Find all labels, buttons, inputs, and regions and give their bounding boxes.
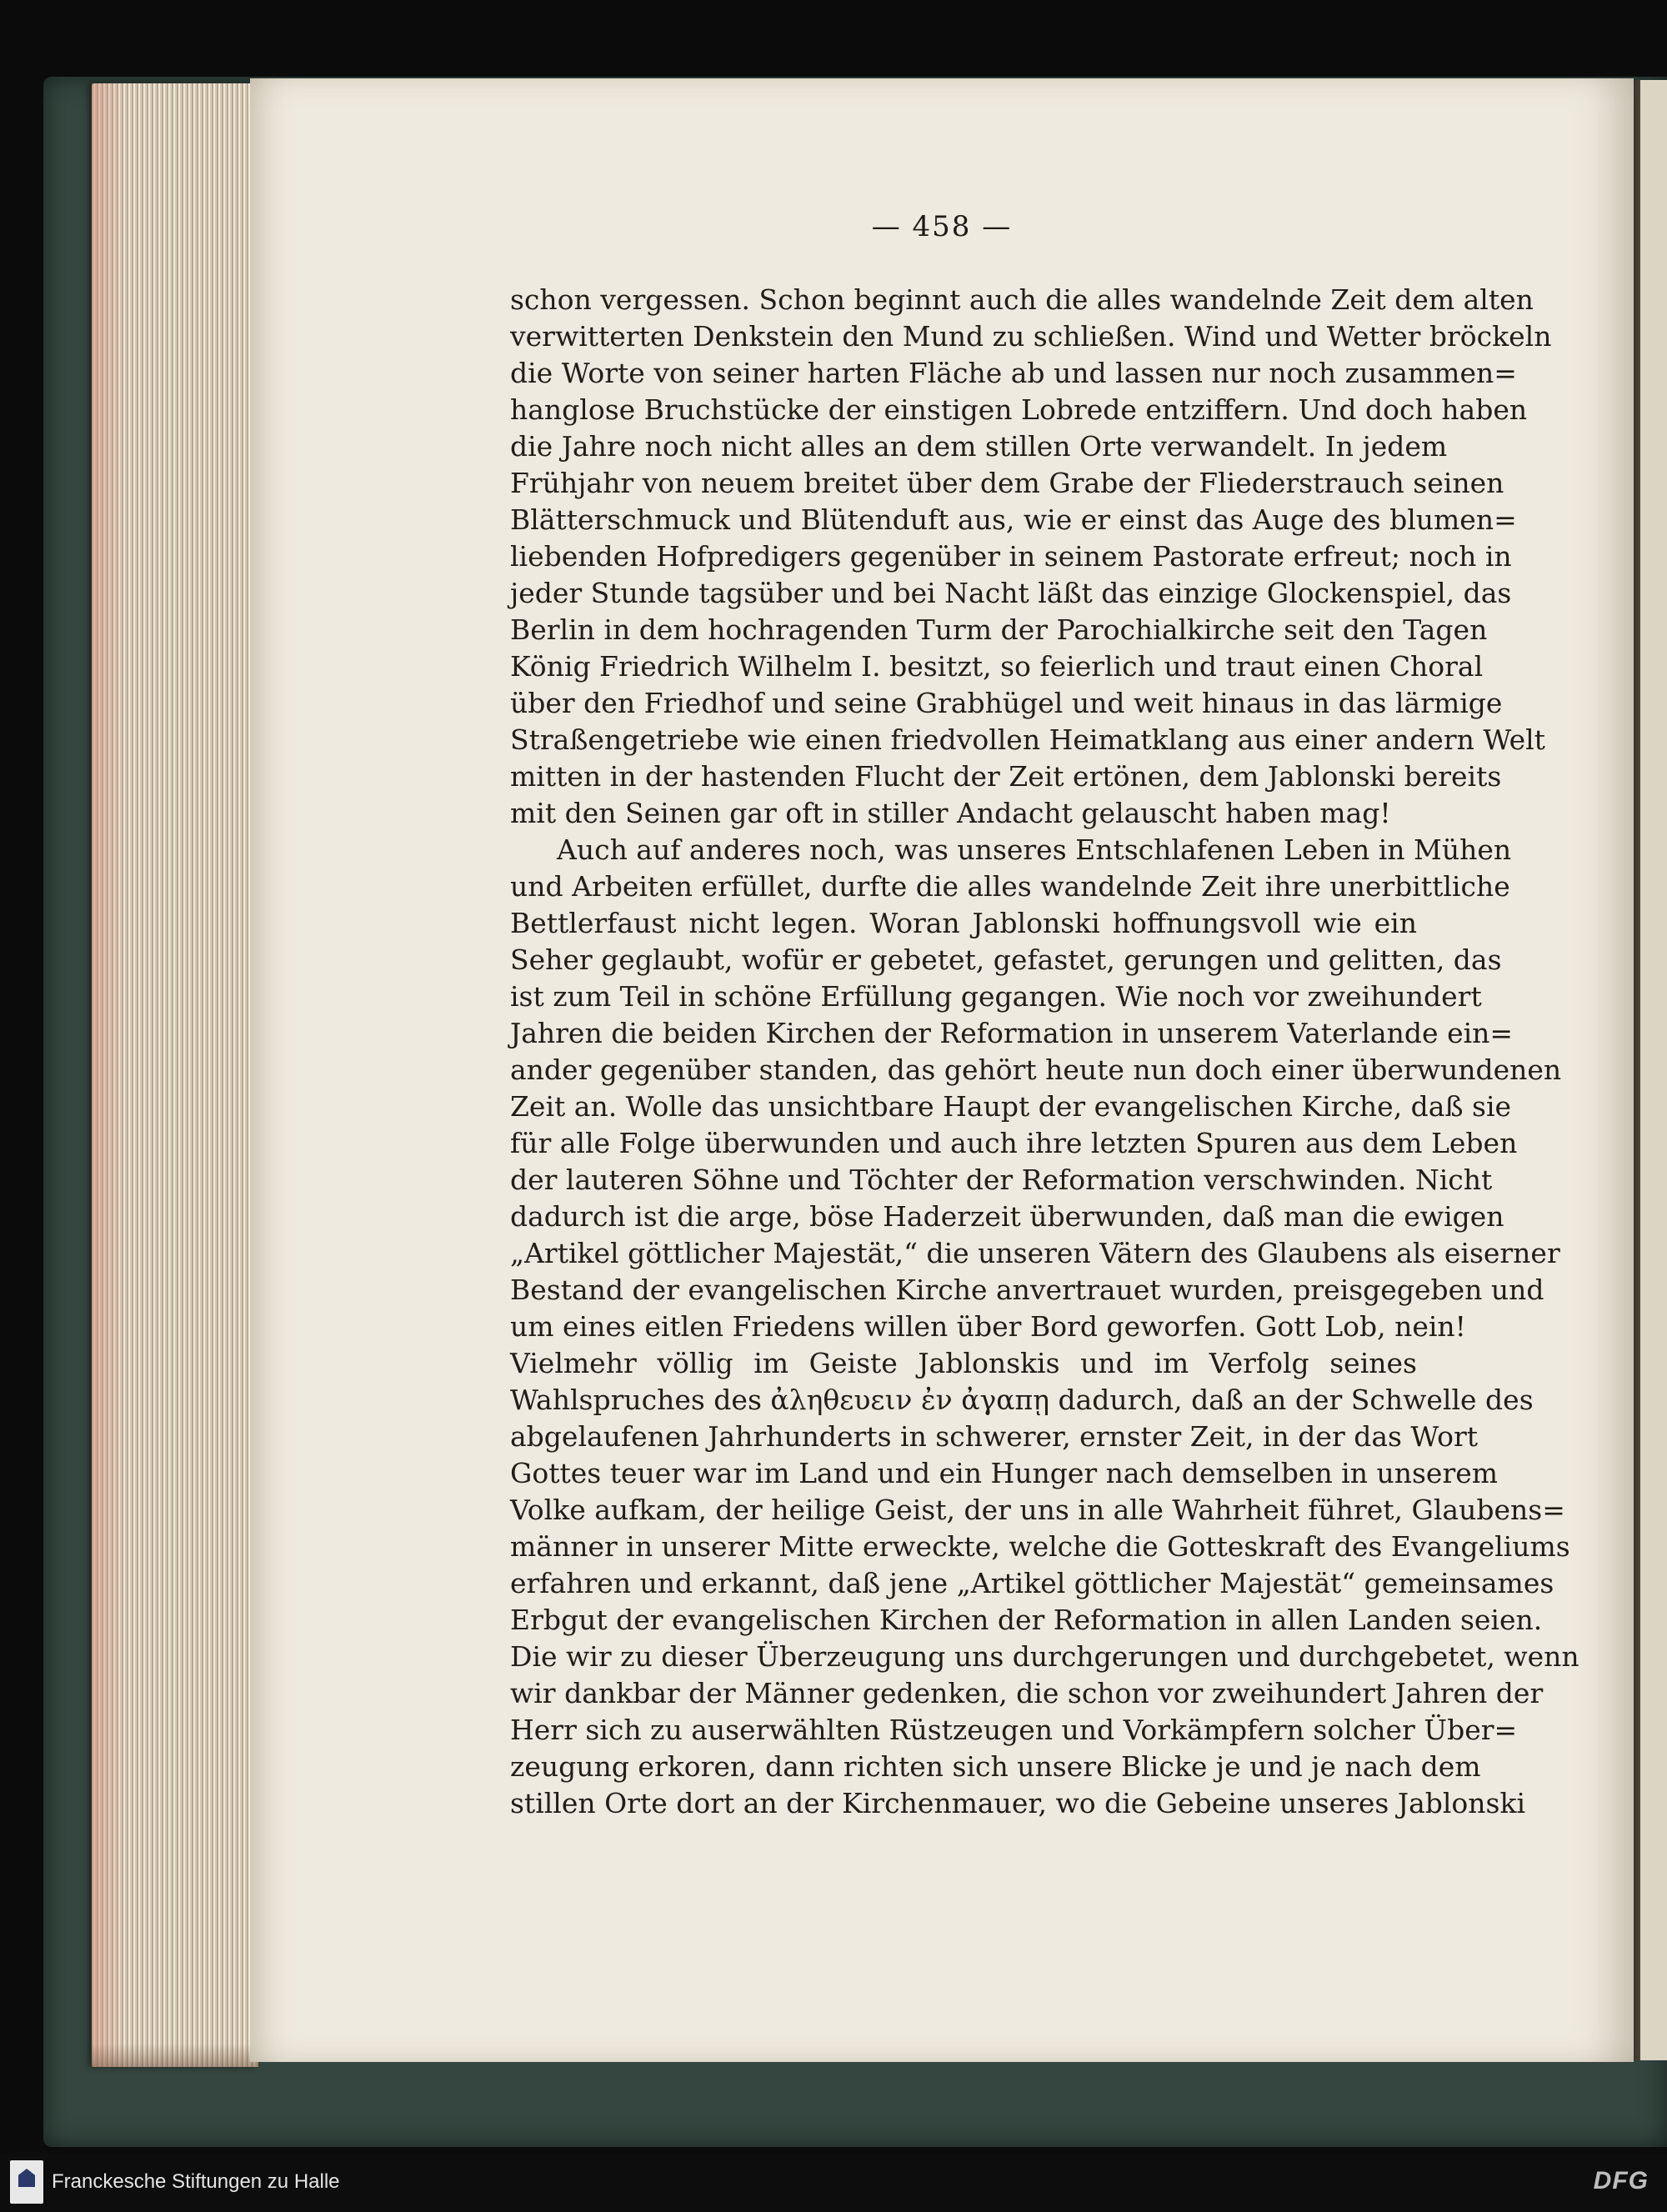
page-edges	[92, 83, 258, 2067]
institution-logo-icon	[10, 2160, 43, 2204]
text-line: verwitterten Denkstein den Mund zu schließen. Wind und Wetter bröckeln	[510, 320, 1552, 353]
text-line: Auch auf anderes noch, was unseres Entschlafenen Leben in Mühen	[557, 833, 1512, 866]
text-line: Straßengetriebe wie einen friedvollen Heimatklang aus einer andern Welt	[510, 723, 1545, 756]
institution-name: Franckesche Stiftungen zu Halle	[52, 2170, 340, 2193]
text-line: König Friedrich Wilhelm I. besitzt, so feierlich und traut einen Choral	[510, 650, 1484, 683]
footer-bar	[0, 2154, 1667, 2212]
text-line: stillen Orte dort an der Kirchenmauer, wo die Gebeine unseres Jablonski	[510, 1787, 1526, 1819]
text-line: Volke aufkam, der heilige Geist, der uns in alle Wahrheit führet, Glaubens=	[510, 1494, 1565, 1526]
page-number: — 458 —	[871, 210, 1013, 243]
text-line: die Jahre noch nicht alles an dem stillen Orte verwandelt. In jedem	[510, 430, 1448, 463]
text-line: Blätterschmuck und Blütenduft aus, wie er einst das Auge des blumen=	[510, 503, 1517, 536]
text-line: Frühjahr von neuem breitet über dem Grabe der Fliederstrauch seinen	[510, 467, 1504, 499]
text-line: ist zum Teil in schöne Erfüllung gegangen. Wie noch vor zweihundert	[510, 980, 1482, 1013]
text-line: wir dankbar der Männer gedenken, die schon vor zweihundert Jahren der	[510, 1677, 1544, 1709]
text-line: Seher geglaubt, wofür er gebetet, gefastet, gerungen und gelitten, das	[510, 943, 1502, 976]
text-line: dadurch ist die arge, böse Haderzeit überwunden, daß man die ewigen	[510, 1200, 1504, 1233]
text-line: Bettlerfaust nicht legen. Woran Jablonski hoffnungsvoll wie ein	[510, 907, 1417, 939]
text-line: Zeit an. Wolle das unsichtbare Haupt der evangelischen Kirche, daß sie	[510, 1090, 1512, 1123]
text-line: Vielmehr völlig im Geiste Jablonskis und im Verfolg seines	[510, 1347, 1417, 1379]
text-line: Wahlspruches des ἀληθευειν ἐν ἀγαπῃ dadurch, daß an der Schwelle des	[510, 1384, 1534, 1416]
text-line: Die wir zu dieser Überzeugung uns durchgerungen und durchgebetet, wenn	[510, 1640, 1579, 1673]
page-text	[510, 282, 1579, 1822]
text-line: Gottes teuer war im Land und ein Hunger nach demselben in unserem	[510, 1457, 1499, 1489]
text-line: Berlin in dem hochragenden Turm der Parochialkirche seit den Tagen	[510, 613, 1488, 646]
text-line: Jahren die beiden Kirchen der Reformation in unserem Vaterlande ein=	[510, 1017, 1514, 1049]
text-line: für alle Folge überwunden und auch ihre letzten Spuren aus dem Leben	[510, 1127, 1518, 1159]
book-page	[250, 78, 1634, 2062]
text-line: die Worte von seiner harten Fläche ab und lassen nur noch zusammen=	[510, 357, 1517, 389]
text-line: um eines eitlen Friedens willen über Bord geworfen. Gott Lob, nein!	[510, 1310, 1466, 1343]
text-line: schon vergessen. Schon beginnt auch die alles wandelnde Zeit dem alten	[510, 283, 1534, 316]
text-line: der lauteren Söhne und Töchter der Reformation verschwinden. Nicht	[510, 1164, 1493, 1196]
text-line: Herr sich zu auserwählten Rüstzeugen und Vorkämpfern solcher Über=	[510, 1714, 1518, 1746]
text-line: liebenden Hofpredigers gegenüber in seinem Pastorate erfreut; noch in	[510, 540, 1512, 573]
text-line: jeder Stunde tagsüber und bei Nacht läßt das einzige Glockenspiel, das	[510, 577, 1512, 609]
text-line: zeugung erkoren, dann richten sich unsere Blicke je und je nach dem	[510, 1750, 1481, 1783]
text-line: männer in unserer Mitte erweckte, welche die Gotteskraft des Evangeliums	[510, 1530, 1570, 1563]
text-line: hanglose Bruchstücke der einstigen Lobrede entziffern. Und doch haben	[510, 393, 1528, 426]
text-line: „Artikel göttlicher Majestät,“ die unseren Vätern des Glaubens als eiserner	[510, 1237, 1560, 1269]
text-line: Bestand der evangelischen Kirche anvertrauet wurden, preisgegeben und	[510, 1274, 1544, 1306]
text-line: über den Friedhof und seine Grabhügel und weit hinaus in das lärmige	[510, 687, 1503, 719]
text-line: ander gegenüber standen, das gehört heute nun doch einer überwundenen	[510, 1053, 1562, 1086]
text-line: Erbgut der evangelischen Kirchen der Reformation in allen Landen seien.	[510, 1604, 1543, 1636]
text-line: abgelaufenen Jahrhunderts in schwerer, ernster Zeit, in der das Wort	[510, 1420, 1479, 1453]
text-line: mit den Seinen gar oft in stiller Andacht gelauscht haben mag!	[510, 797, 1391, 829]
next-page-edge	[1640, 80, 1667, 2060]
text-line: und Arbeiten erfüllet, durfte die alles wandelnde Zeit ihre unerbittliche	[510, 870, 1510, 903]
text-line: mitten in der hastenden Flucht der Zeit ertönen, dem Jablonski bereits	[510, 760, 1502, 793]
funder-logo: DFG	[1593, 2167, 1649, 2194]
text-line: erfahren und erkannt, daß jene „Artikel göttlicher Majestät“ gemeinsames	[510, 1567, 1554, 1599]
